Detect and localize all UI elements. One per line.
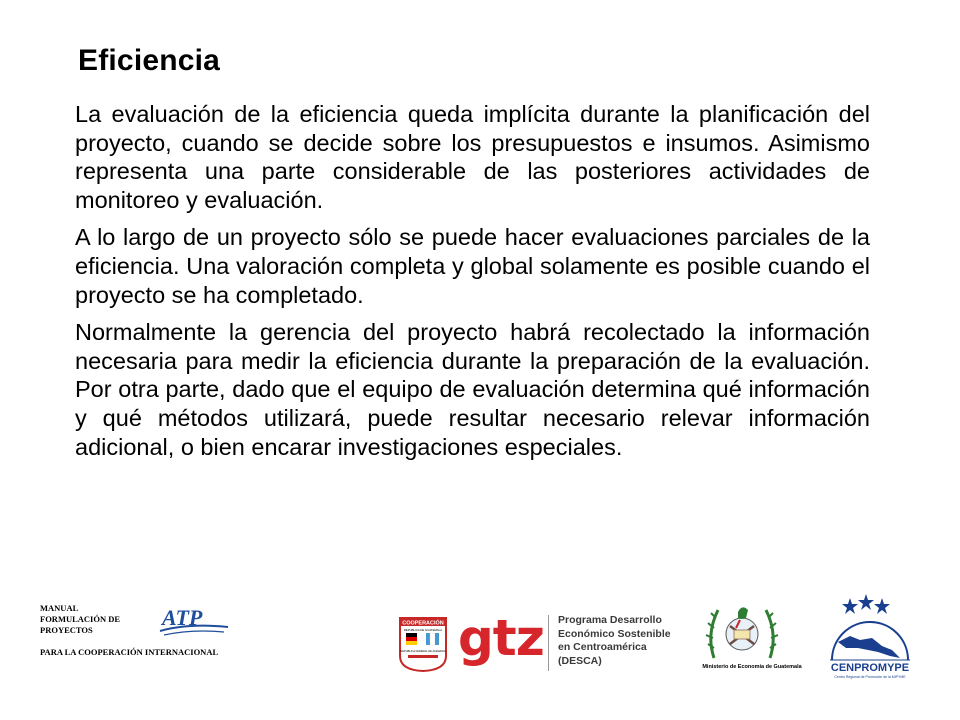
program-line: en Centroamérica <box>558 641 647 653</box>
program-line: Económico Sostenible <box>558 627 671 640</box>
program-line: (DESCA) <box>558 654 602 667</box>
paragraph: La evaluación de la eficiencia queda implícita durante la planificación del proyecto, cuando se decide sobre los presupuestos e insumos. Asimismo representa una parte considerable de las posteriores actividades de monitoreo y evaluación. <box>75 101 870 213</box>
coop-heading: COOPERACIÓN <box>402 620 444 627</box>
ministry-caption: Ministerio de Economía de Guatemala <box>702 664 802 670</box>
manual-subtitle: PARA LA COOPERACIÓN INTERNACIONAL <box>40 647 219 657</box>
cenpromype-logo <box>820 592 920 692</box>
paragraph: Normalmente la gerencia del proyecto habrá recolectado la información necesaria para medir la eficiencia durante la preparación de la evaluación. Por otra parte, dado que el equipo de evaluación determina qué información y qué métodos utilizará, puede resultar necesario relevar información adicional, o bien encarar investigaciones especiales. <box>75 319 870 460</box>
cenpro-text: CENPROMYPE <box>830 662 910 674</box>
gtz-logo: gtz <box>458 609 544 667</box>
manual-title <box>40 603 160 636</box>
manual-footer <box>40 603 290 663</box>
guatemala-coat-of-arms-logo <box>700 598 784 664</box>
cenpro-caption: Centro Regional de Promoción de la MIPYME <box>834 675 906 679</box>
logo-divider <box>548 615 549 671</box>
slide-title: Eficiencia <box>78 44 221 77</box>
body-text <box>75 100 870 470</box>
atp-logo-text: ATP <box>162 605 203 630</box>
program-line: Programa Desarrollo <box>558 614 662 626</box>
atp-logo <box>158 603 230 637</box>
cooperation-badge-logo <box>398 616 448 672</box>
manual-line: MANUAL <box>40 603 79 613</box>
manual-line: PROYECTOS <box>40 625 93 635</box>
paragraph: A lo largo de un proyecto sólo se puede hacer evaluaciones parciales de la eficiencia. Una valoración completa y global solamente es posible cuando el proyecto se ha completado. <box>75 224 870 308</box>
coop-country-bottom: REPUBLICA FEDERAL DE ALEMANIA <box>400 650 446 653</box>
manual-line: FORMULACIÓN DE <box>40 614 121 624</box>
coop-country-top: REPUBLICA DE GUATEMALA <box>403 628 443 632</box>
program-description <box>558 614 698 668</box>
